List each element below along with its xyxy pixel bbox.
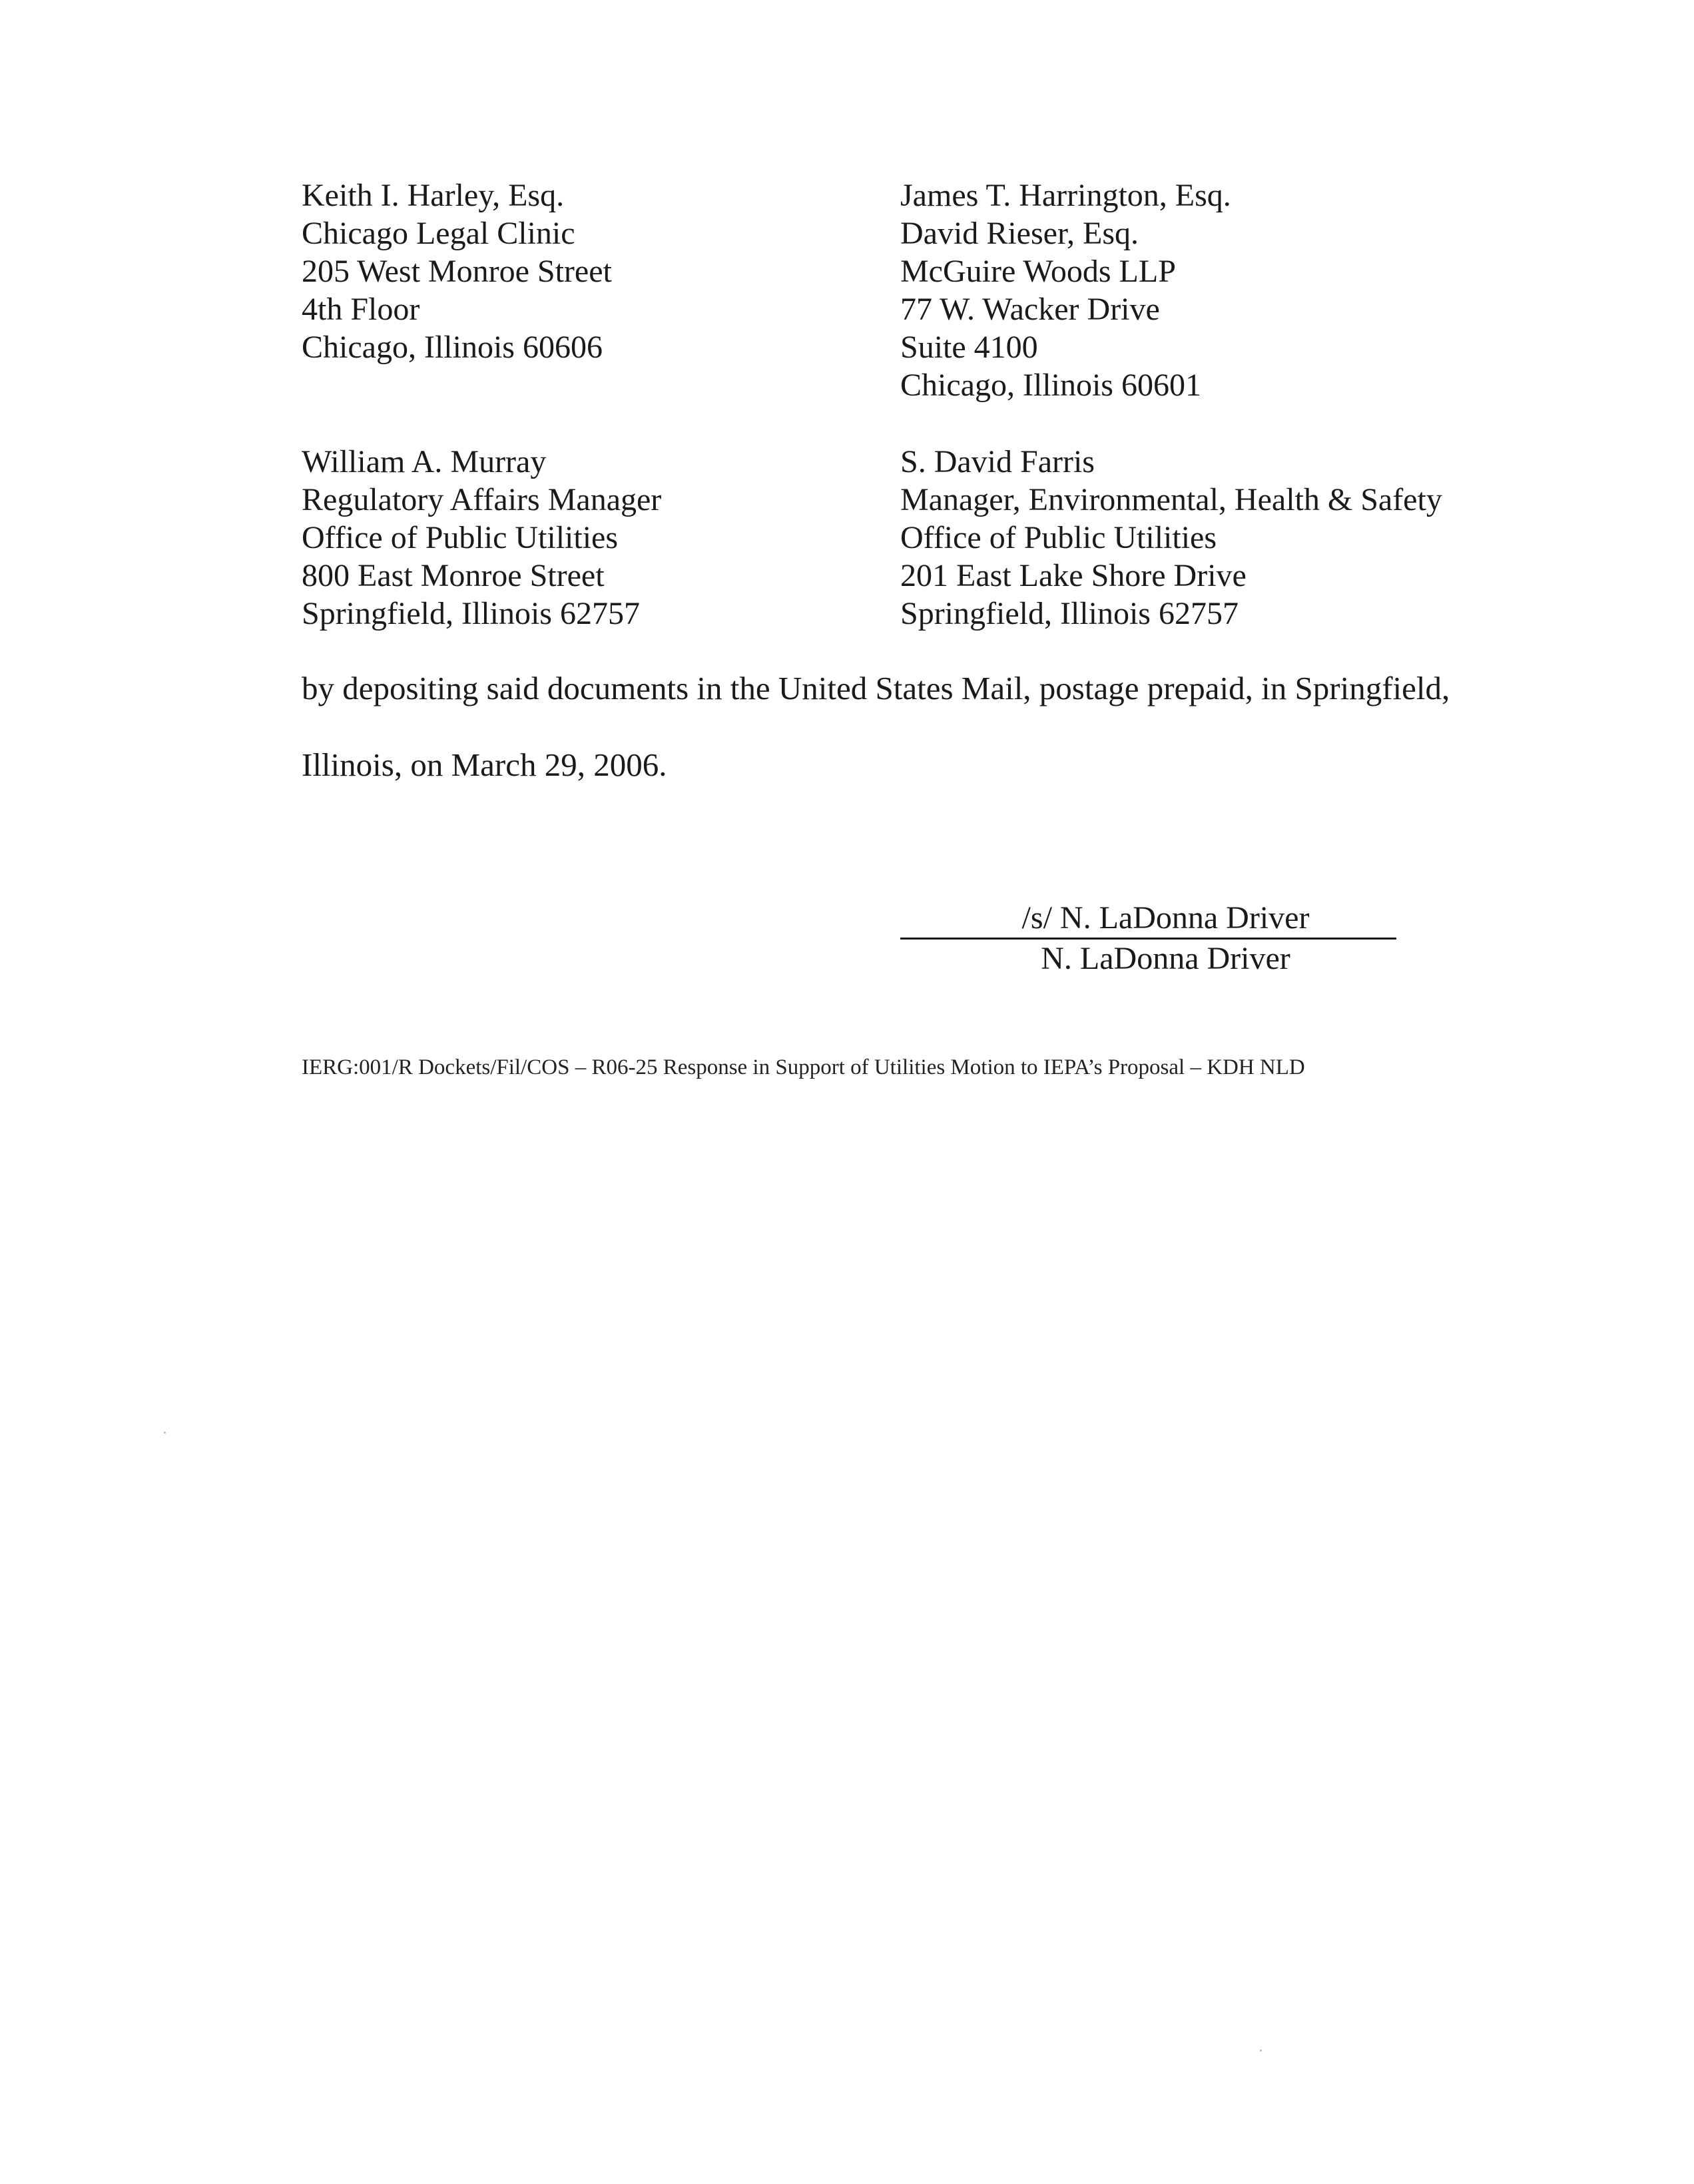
address-line: Regulatory Affairs Manager [302,482,662,517]
service-statement-line-2: Illinois, on March 29, 2006. [302,746,667,783]
address-line: McGuire Woods LLP [900,254,1176,289]
address-line: James T. Harrington, Esq. [900,178,1231,213]
address-line: Suite 4100 [900,330,1038,365]
address-line: Chicago, Illinois 60601 [900,368,1201,403]
scan-speck [164,1432,166,1434]
address-line: 800 East Monroe Street [302,558,605,593]
service-statement-line-1: by depositing said documents in the United States Mail, postage prepaid, in Springfield, [302,670,1450,706]
signature-line: /s/ N. LaDonna Driver [900,899,1396,940]
address-block-murray [302,443,661,633]
address-line: Office of Public Utilities [900,520,1217,555]
address-line: 205 West Monroe Street [302,254,612,289]
address-line: 201 East Lake Shore Drive [900,558,1247,593]
signer-name: N. LaDonna Driver [1041,941,1290,976]
address-line: 4th Floor [302,292,420,327]
address-line: Chicago, Illinois 60606 [302,330,603,365]
address-line: Springfield, Illinois 62757 [302,596,640,631]
address-block-harrington [900,176,1231,404]
address-block-farris [900,443,1442,633]
address-line: Office of Public Utilities [302,520,619,555]
address-line: Keith I. Harley, Esq. [302,178,565,213]
address-line: David Rieser, Esq. [900,216,1139,251]
scan-speck [1260,2049,1262,2051]
address-line: S. David Farris [900,444,1095,479]
address-line: William A. Murray [302,444,547,479]
address-block-harley [302,176,612,366]
signature-block [900,899,1396,978]
address-line: Chicago Legal Clinic [302,216,575,251]
address-line: Springfield, Illinois 62757 [900,596,1239,631]
address-line: Manager, Environmental, Health & Safety [900,482,1442,517]
document-reference-footer: IERG:001/R Dockets/Fil/COS – R06-25 Response in Support of Utilities Motion to IEPA’s Proposal – KDH NLD [302,1055,1305,1079]
address-line: 77 W. Wacker Drive [900,292,1160,327]
